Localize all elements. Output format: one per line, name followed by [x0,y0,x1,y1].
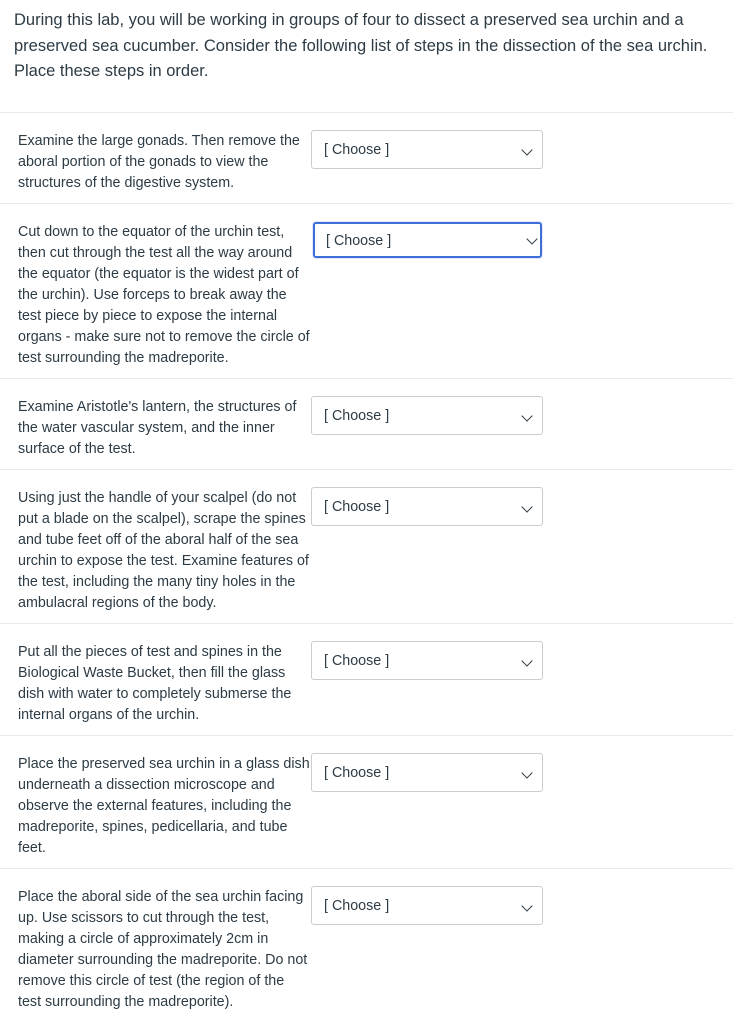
order-dropdown-6[interactable] [311,753,543,792]
order-dropdown-4[interactable] [311,487,543,526]
chevron-down-icon [521,767,532,778]
dropdown-value: [ Choose ] [326,233,392,249]
step-text: Using just the handle of your scalpel (do not put a blade on the scalpel), scrape the spines and tube feet off of the aboral half of the sea urchin to expose the test. Examine features of the test, including the many tiny holes in the ambulacral regions of the body. [18,490,309,611]
matching-row-7 [0,869,733,1024]
step-text: Examine Aristotle's lantern, the structures of the water vascular system, and the inner surface of the test. [18,399,297,457]
order-dropdown-7[interactable] [311,886,543,925]
order-dropdown-3[interactable] [311,396,543,435]
chevron-down-icon [521,655,532,666]
step-text: Place the preserved sea urchin in a glass dish underneath a dissection microscope and observe the external features, including the madreporite, spines, pedicellaria, and tube feet. [18,756,310,856]
order-dropdown-5[interactable] [311,641,543,680]
step-text: Cut down to the equator of the urchin test, then cut through the test all the way around the equator (the equator is the widest part of the urchin). Use forceps to break away the test piece by piece to expose the internal organs - make sure not to remove the circle of test surrounding the madreporite. [18,224,310,366]
chevron-down-icon [521,501,532,512]
step-text: Examine the large gonads. Then remove the aboral portion of the gonads to view the structures of the digestive system. [18,133,300,191]
order-dropdown-1[interactable] [311,130,543,169]
chevron-down-icon [521,900,532,911]
step-text: Put all the pieces of test and spines in the Biological Waste Bucket, then fill the glass dish with water to completely submerse the internal organs of the urchin. [18,644,292,723]
matching-row-4 [0,470,733,624]
dropdown-value: [ Choose ] [324,408,390,424]
chevron-down-icon [521,144,532,155]
matching-list [0,112,733,1024]
order-dropdown-2[interactable] [313,222,542,258]
chevron-down-icon [521,410,532,421]
matching-row-2 [0,204,733,379]
dropdown-value: [ Choose ] [324,142,390,158]
dropdown-value: [ Choose ] [324,898,390,914]
matching-row-5 [0,624,733,736]
dropdown-value: [ Choose ] [324,653,390,669]
question-prompt: During this lab, you will be working in groups of four to dissect a preserved sea urchin and a preserved sea cucumber. Consider the following list of steps in the dissection of the sea urchin. Place these steps in order. [14,11,708,80]
matching-row-6 [0,736,733,869]
matching-row-3 [0,379,733,470]
dropdown-value: [ Choose ] [324,765,390,781]
step-text: Place the aboral side of the sea urchin facing up. Use scissors to cut through the test, making a circle of approximately 2cm in diameter surrounding the madreporite. Do not remove this circle of test (the region of the test surrounding the madreporite). [18,889,308,1010]
chevron-down-icon [526,233,537,244]
dropdown-value: [ Choose ] [324,499,390,515]
matching-row-1 [0,113,733,204]
